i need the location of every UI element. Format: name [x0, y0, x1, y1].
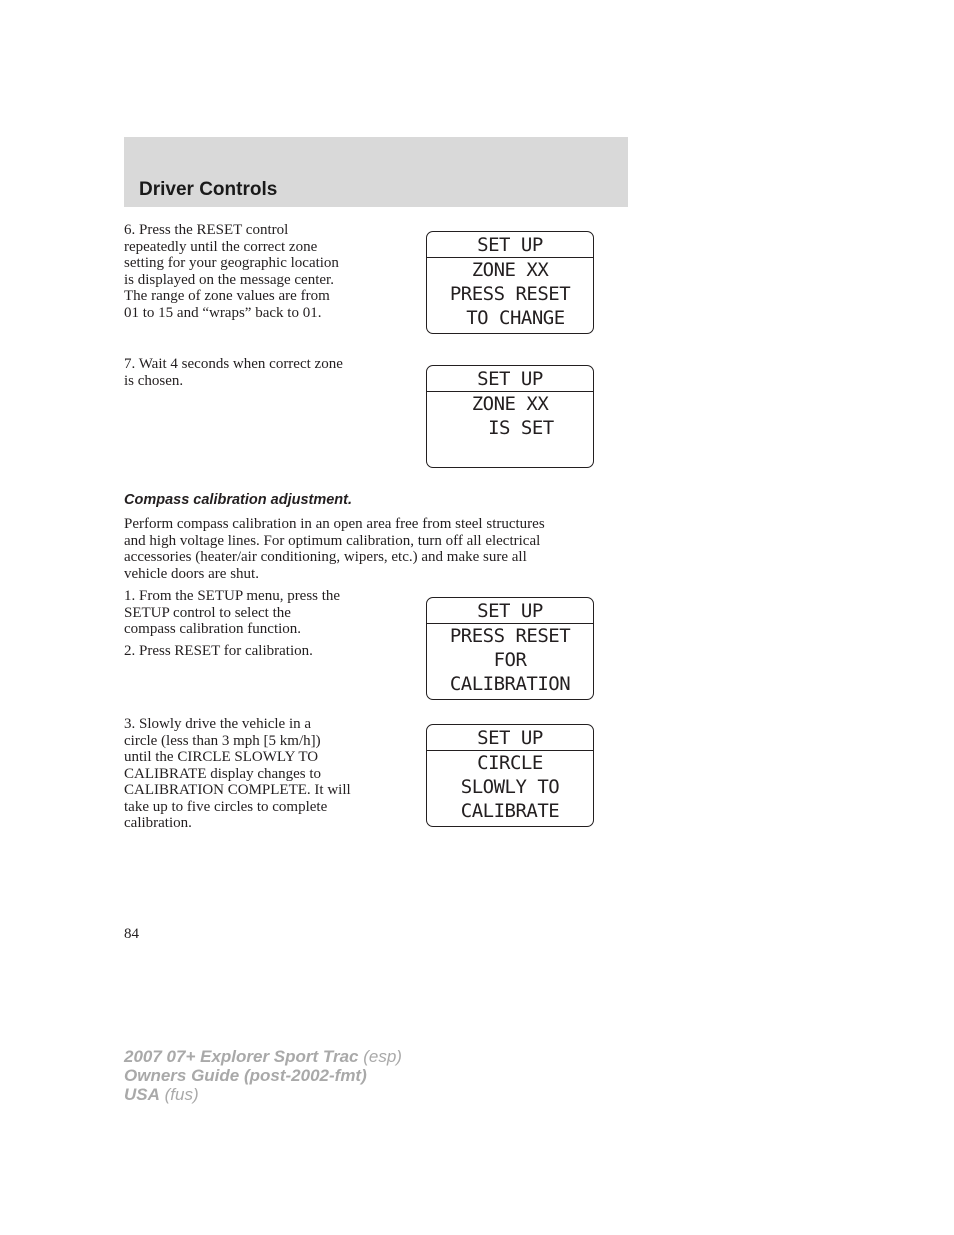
document-footer [124, 1047, 402, 1104]
calibration-step-3-text: 3. Slowly drive the vehicle in a circle (less than 3 mph [5 km/h]) until the CIRCLE SLOWLY TO CALIBRATE display changes to CALIBRATION COMPLETE. It will take up to five circles to complete calibration. [124, 716, 351, 831]
calibration-step-2-text: 2. Press RESET for calibration. [124, 643, 313, 659]
message-center-display-press-reset [426, 597, 594, 700]
step-6-text: 6. Press the RESET control repeatedly until the correct zone setting for your geographic location is displayed on the message center. The range of zone values are from 01 to 15 and “wraps” back to 01. [124, 222, 339, 321]
message-center-display-zone-change [426, 231, 594, 334]
message-center-display-circle-slowly [426, 724, 594, 827]
compass-calibration-heading: Compass calibration adjustment. [124, 492, 353, 508]
footer-line-3: USA (fus) [124, 1085, 199, 1104]
display-body: ZONE XX IS SET [466, 393, 554, 439]
message-center-display-zone-set [426, 365, 594, 468]
page-number: 84 [124, 926, 139, 942]
footer-line-2: Owners Guide (post-2002-fmt) [124, 1066, 367, 1085]
footer-line-1: 2007 07+ Explorer Sport Trac (esp) [124, 1047, 402, 1066]
display-header: SET UP [427, 725, 593, 751]
calibration-step-1-text: 1. From the SETUP menu, press the SETUP control to select the compass calibration function. [124, 588, 341, 637]
display-header: SET UP [427, 598, 593, 624]
display-body: PRESS RESET FOR CALIBRATION [449, 625, 571, 695]
calibration-intro-text: Perform compass calibration in an open area free from steel structures and high voltage lines. For optimum calibration, turn off all electrical accessories (heater/air conditioning, wipers, etc.) and make sure all vehicle doors are shut. [124, 516, 545, 582]
section-title: Driver Controls [139, 179, 278, 200]
display-header: SET UP [427, 366, 593, 392]
display-header: SET UP [427, 232, 593, 258]
section-header-band [124, 137, 628, 207]
display-body: CIRCLE SLOWLY TO CALIBRATE [460, 752, 560, 822]
step-7-text: 7. Wait 4 seconds when correct zone is chosen. [124, 356, 343, 389]
display-body: ZONE XX PRESS RESET TO CHANGE [449, 259, 571, 329]
